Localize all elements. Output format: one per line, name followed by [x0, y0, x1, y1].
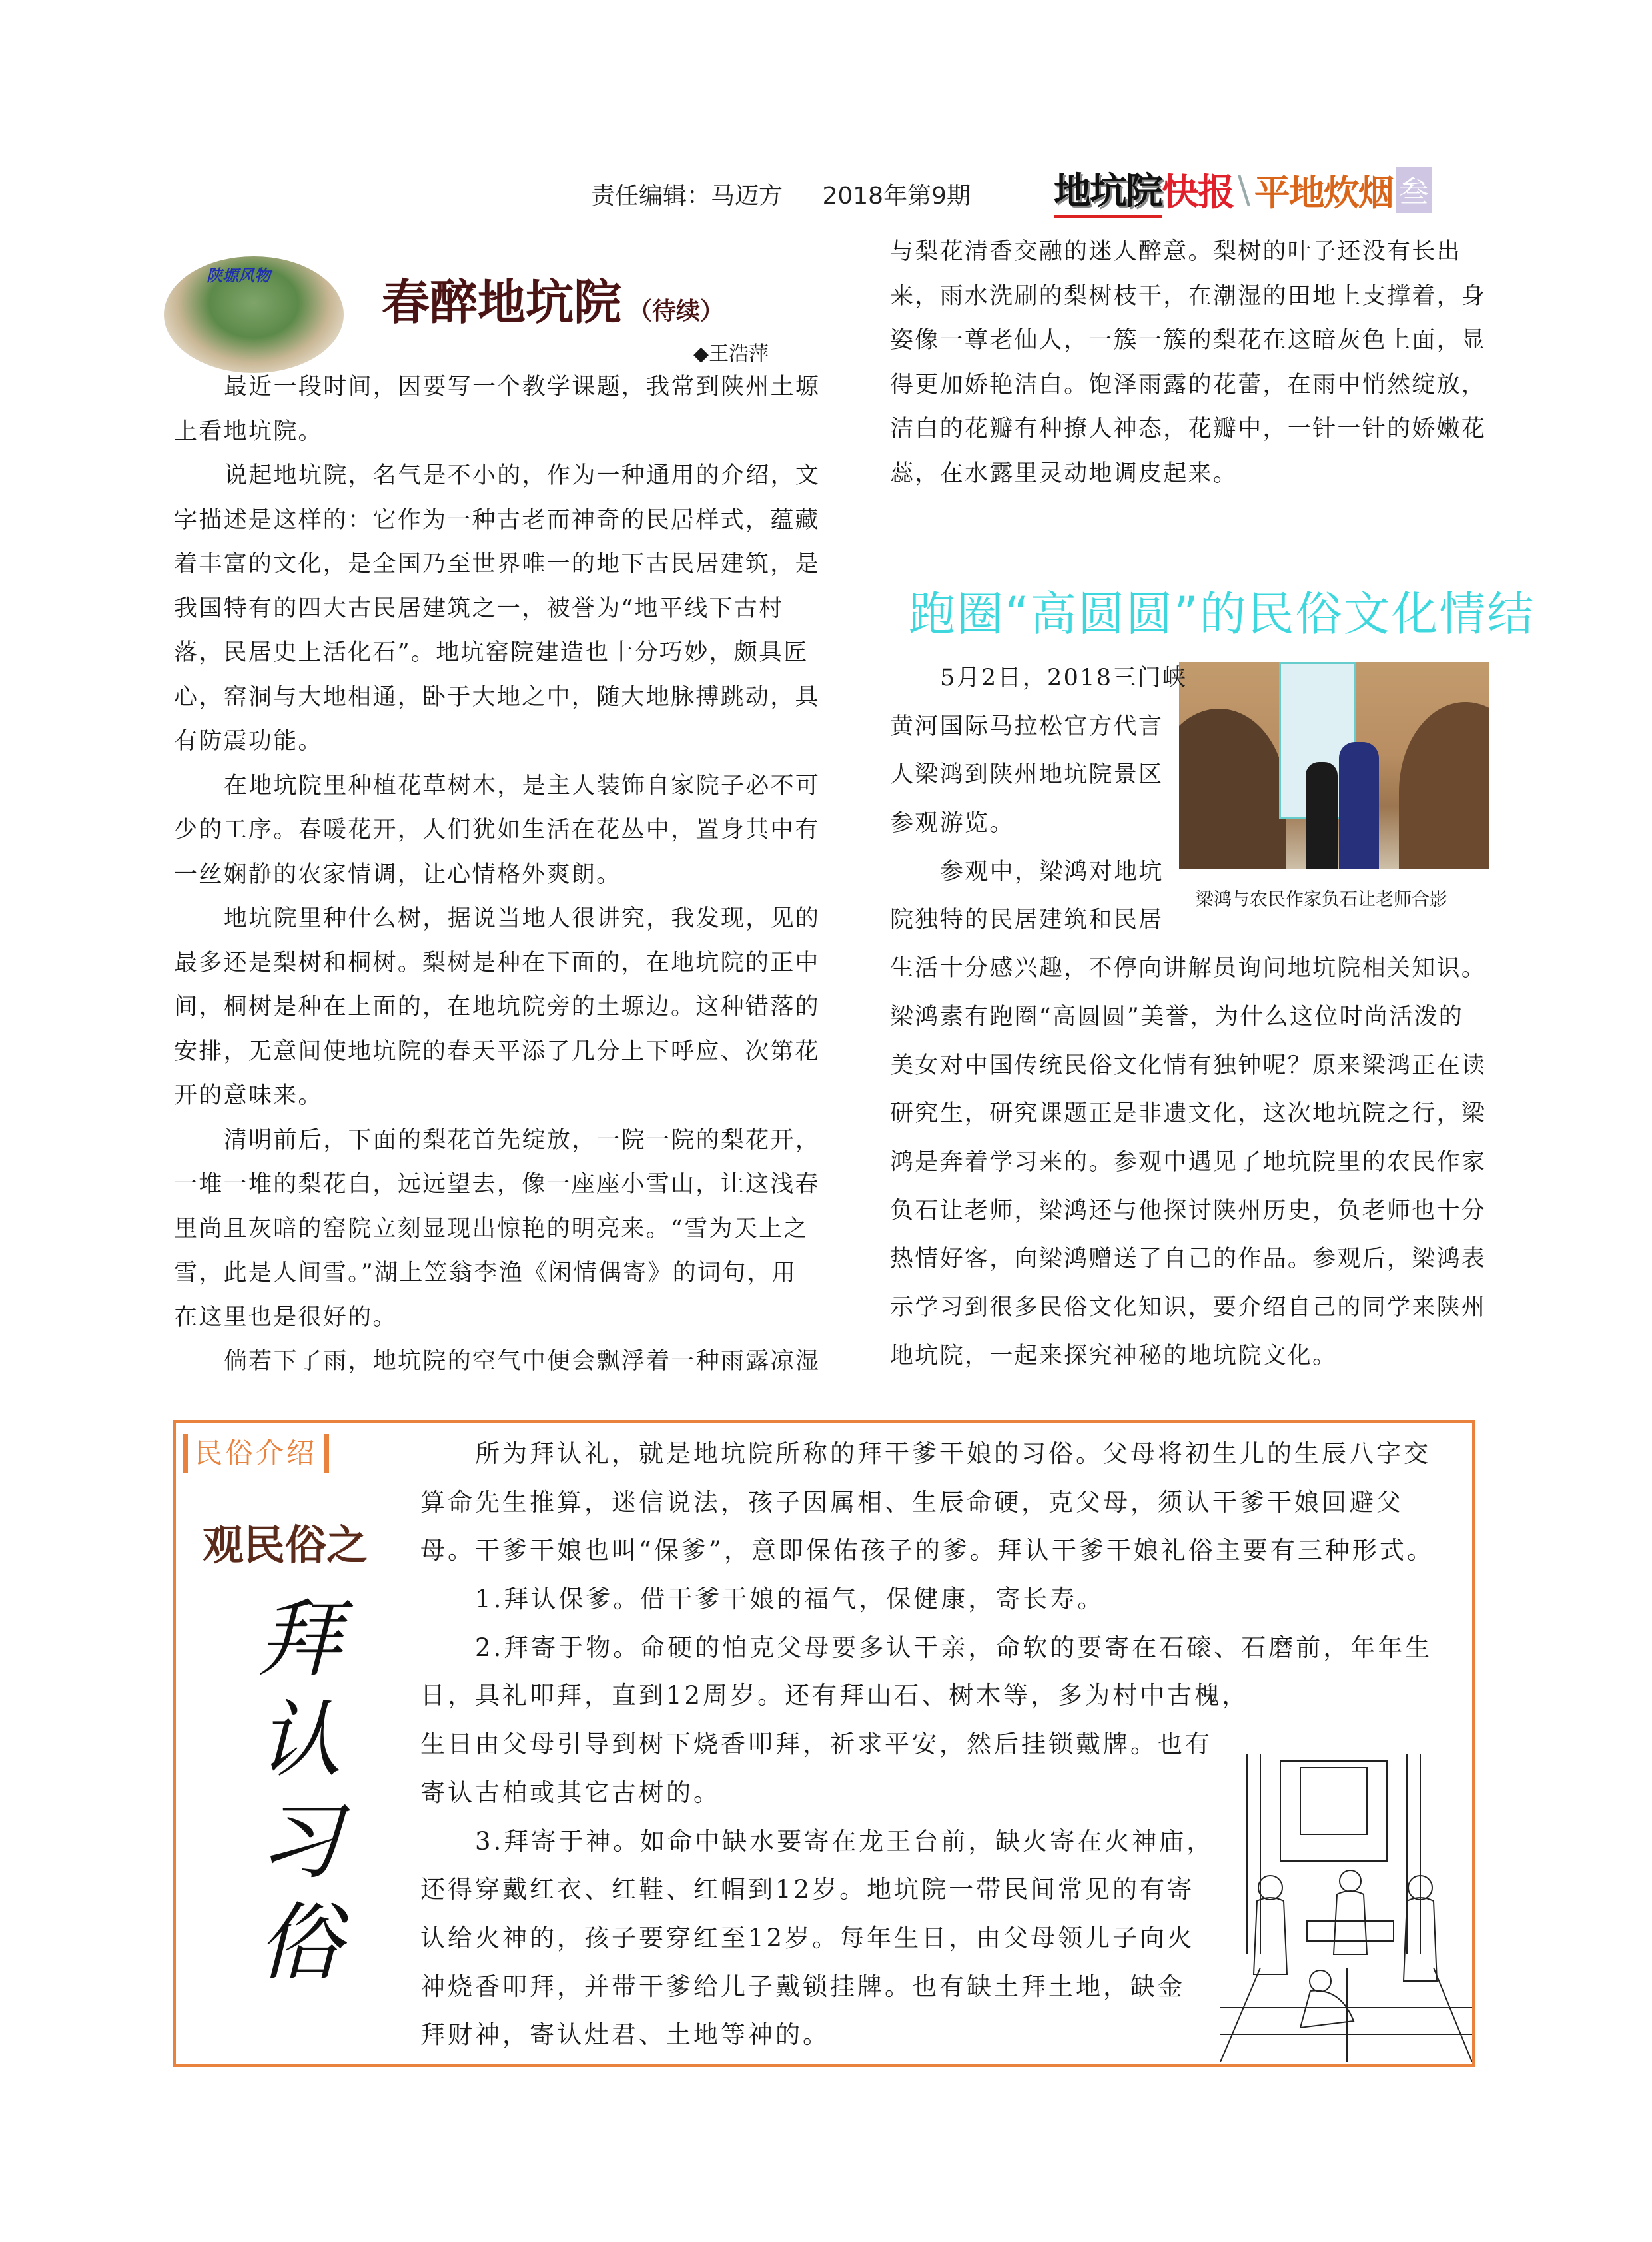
logo-part-1: 地坑院 [1054, 162, 1162, 218]
logo-separator: \ [1238, 168, 1250, 212]
text-line: 姿像一尊老仙人，一簇一簇的梨花在这暗灰色上面，显 [890, 327, 1487, 354]
logo-part-4: 叁 [1396, 167, 1432, 213]
calligraphy-char: 拜 [258, 1590, 342, 1688]
section-label: 民俗介绍 [183, 1434, 329, 1473]
text-line: 神烧香叩拜，并带干爹给儿子戴锁挂牌。也有缺土拜土地，缺金 [420, 1972, 1185, 2001]
calligraphy-char: 认 [258, 1691, 342, 1789]
text-line: 雪，此是人间雪。”湖上笠翁李渔《闲情偶寄》的词句，用 [174, 1260, 797, 1286]
text-line: 有防震功能。 [174, 728, 323, 755]
text-line: 生日由父母引导到树下烧香叩拜，祈求平安，然后挂锁戴牌。也有 [420, 1730, 1212, 1759]
text-line: 5月2日，2018三门峡 [940, 665, 1188, 691]
calligraphy-title [253, 1589, 346, 1994]
text-line: 在这里也是很好的。 [174, 1304, 398, 1331]
text-line: 生活十分感兴趣，不停向讲解员询问地坑院相关知识。 [890, 955, 1487, 982]
folk-heading: 观民俗之 [203, 1521, 368, 1569]
text-line: 开的意味来。 [174, 1082, 323, 1109]
text-line: 2.拜寄于物。命硬的怕克父母要多认干亲，命软的要寄在石磙、石磨前，年年生 [475, 1633, 1433, 1662]
calligraphy-char: 习 [258, 1792, 342, 1890]
text-line: 洁白的花瓣有种撩人神态，花瓣中，一针一针的娇嫩花 [890, 416, 1487, 442]
ritual-illustration [1220, 1754, 1472, 2062]
text-line: 得更加娇艳洁白。饱泽雨露的花蕾，在雨中悄然绽放， [890, 371, 1487, 398]
text-line: 算命先生推算，迷信说法，孩子因属相、生辰命硬，克父母，须认干爹干娘回避父 [420, 1487, 1404, 1517]
text-line: 所为拜认礼，就是地坑院所称的拜干爹干娘的习俗。父母将初生儿的生辰八字交 [475, 1439, 1431, 1468]
text-line: 母。干爹干娘也叫“保爹”，意即保佑孩子的爹。拜认干爹干娘礼俗主要有三种形式。 [420, 1536, 1434, 1565]
text-line: 里尚且灰暗的窑院立刻显现出惊艳的明亮来。“雪为天上之 [174, 1215, 809, 1242]
text-line: 一丝娴静的农家情调，让心情格外爽朗。 [174, 861, 621, 888]
text-line: 参观中，梁鸿对地坑 [940, 858, 1164, 885]
text-line: 落，民居史上活化石”。地坑窑院建造也十分巧妙，颇具匠 [174, 639, 809, 666]
text-line: 3.拜寄于神。如命中缺水要寄在龙王台前，缺火寄在火神庙， [475, 1826, 1214, 1856]
text-line: 与梨花清香交融的迷人醉意。梨树的叶子还没有长出 [890, 238, 1461, 265]
photo-caption: 梁鸿与农民作家负石让老师合影 [1196, 889, 1447, 910]
text-line: 寄认古柏或其它古树的。 [420, 1778, 721, 1807]
text-line: 蕊，在水露里灵动地调皮起来。 [890, 460, 1238, 487]
text-line: 参观游览。 [890, 810, 1015, 837]
article-left-column [174, 365, 820, 1384]
article-title-suffix: （待续） [628, 298, 725, 325]
text-line: 最多还是梨树和桐树。梨树是种在下面的，在地坑院的正中 [174, 949, 820, 976]
text-line: 字描述是这样的：它作为一种古老而神奇的民居样式，蕴藏 [174, 506, 820, 534]
text-line: 1.拜认保爹。借干爹干娘的福气，保健康，寄长寿。 [475, 1585, 1105, 1614]
text-line: 心，窑洞与大地相通，卧于大地之中，随大地脉搏跳动，具 [174, 683, 820, 711]
calligraphy-char: 俗 [258, 1894, 342, 1992]
text-line: 在地坑院里种植花草树木，是主人装饰自家院子必不可 [224, 772, 821, 799]
text-line: 黄河国际马拉松官方代言 [890, 713, 1164, 740]
text-line: 来，雨水洗刷的梨树枝干，在潮湿的田地上支撑着，身 [890, 282, 1487, 310]
article-title-text: 春醉地坑院 [382, 274, 622, 330]
text-line: 我国特有的四大古民居建筑之一，被誉为“地平线下古村 [174, 595, 784, 622]
text-line: 地坑院，一起来探究神秘的地坑院文化。 [890, 1342, 1338, 1369]
text-line: 安排，无意间使地坑院的春天平添了几分上下呼应、次第花 [174, 1038, 820, 1065]
issue-meta [591, 177, 1003, 211]
text-line: 日，具礼叩拜，直到12周岁。还有拜山石、树木等，多为村中古槐， [420, 1681, 1250, 1710]
text-line: 清明前后，下面的梨花首先绽放，一院一院的梨花开， [224, 1126, 821, 1154]
text-line: 鸿是奔着学习来的。参观中遇见了地坑院里的农民作家 [890, 1148, 1487, 1176]
text-line: 梁鸿素有跑圈“高圆圆”美誉，为什么这位时尚活泼的 [890, 1003, 1463, 1030]
text-line: 还得穿戴红衣、红鞋、红帽到12岁。地坑院一带民间常见的有寄 [420, 1875, 1195, 1904]
text-line: 最近一段时间，因要写一个教学课题，我常到陕州土塬 [224, 374, 821, 400]
text-line: 拜财神，寄认灶君、土地等神的。 [420, 2020, 830, 2050]
text-line: 示学习到很多民俗文化知识，要介绍自己的同学来陕州 [890, 1294, 1487, 1321]
text-line: 美女对中国传统民俗文化情有独钟呢？原来梁鸿正在读 [890, 1052, 1487, 1079]
text-line: 地坑院里种什么树，据说当地人很讲究，我发现，见的 [224, 905, 821, 932]
text-line: 少的工序。春暖花开，人们犹如生活在花丛中，置身其中有 [174, 817, 820, 843]
text-line: 着丰富的文化，是全国乃至世界唯一的地下古民居建筑，是 [174, 551, 820, 577]
editor-credit: 责任编辑：马迈方 [591, 183, 783, 210]
article-title [382, 264, 724, 333]
column-badge-label: 陕塬风物 [206, 266, 270, 285]
text-line: 热情好客，向梁鸿赠送了自己的作品。参观后，梁鸿表 [890, 1246, 1487, 1273]
article-right-column-continued [890, 230, 1486, 496]
text-line: 研究生，研究课题正是非遗文化，这次地坑院之行，梁 [890, 1100, 1487, 1128]
newspaper-logo [1054, 165, 1432, 214]
text-line: 负石让老师，梁鸿还与他探讨陕州历史，负老师也十分 [890, 1197, 1487, 1224]
text-line: 一堆一堆的梨花白，远远望去，像一座座小雪山，让这浅春 [174, 1171, 820, 1198]
text-line: 间，桐树是种在上面的，在地坑院旁的土塬边。这种错落的 [174, 994, 820, 1020]
text-line: 上看地坑院。 [174, 418, 323, 445]
text-line: 说起地坑院，名气是不小的，作为一种通用的介绍，文 [224, 462, 821, 489]
logo-part-2: 快报 [1162, 171, 1234, 214]
issue-number: 2018年第9期 [822, 183, 971, 210]
article2-body [890, 654, 1486, 1380]
text-line: 倘若下了雨，地坑院的空气中便会飘浮着一种雨露凉湿 [224, 1348, 821, 1375]
logo-part-3: 平地炊烟 [1254, 171, 1393, 214]
byline: ◆王浩萍 [693, 342, 769, 366]
text-line: 院独特的民居建筑和民居 [890, 907, 1164, 934]
text-line: 认给火神的，孩子要穿红至12岁。每年生日，由父母领儿子向火 [420, 1923, 1195, 1952]
text-line: 人梁鸿到陕州地坑院景区 [890, 761, 1164, 789]
article2-title: 跑圈“高圆圆”的民俗文化情结 [909, 587, 1535, 641]
